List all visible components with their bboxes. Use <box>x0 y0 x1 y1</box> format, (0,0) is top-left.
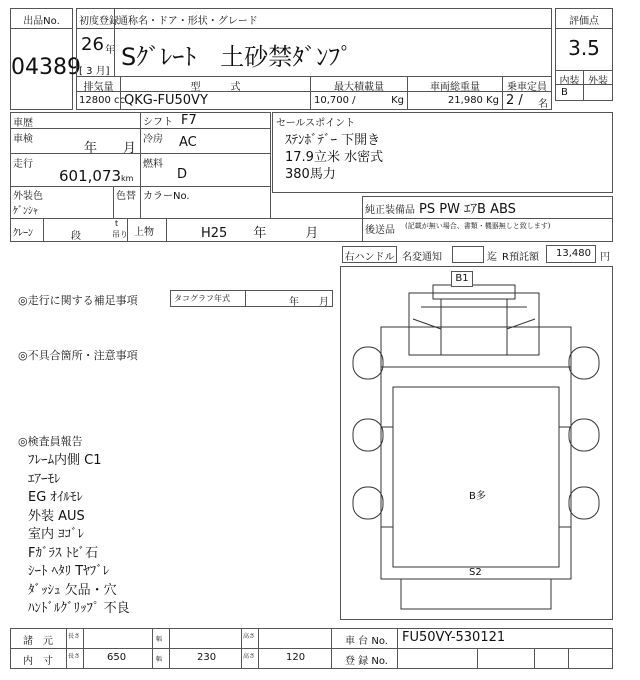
max-load-cell <box>310 91 408 110</box>
tachograph-box <box>170 290 333 307</box>
title-cell <box>114 28 552 77</box>
spec-label: 諸 元 <box>23 636 53 647</box>
width-label: 幅 <box>156 656 163 663</box>
later-items-cell <box>362 218 613 242</box>
fuel-cell <box>140 153 271 187</box>
handle: 右ハンドル <box>344 252 395 263</box>
crane-hang: 吊り <box>112 230 128 239</box>
crane-stage: 段 <box>71 231 81 242</box>
exterior-label-cell <box>583 70 613 85</box>
mileage: 601,073 <box>59 167 122 185</box>
first-reg-label: 初度登録 <box>79 16 119 27</box>
interior-cell <box>555 84 584 101</box>
score-label: 評価点 <box>569 16 599 27</box>
sales-label: セールスポイント <box>276 118 356 129</box>
name-change-box <box>452 246 484 263</box>
interior-label-cell <box>555 70 584 85</box>
defects-heading: ◎不具合箇所・注意事項 <box>18 349 138 362</box>
capacity-cell <box>502 91 552 110</box>
fuel: D <box>177 167 188 182</box>
color-no-label: カラーNo. <box>143 191 190 202</box>
ac: AC <box>179 135 197 150</box>
first-reg-cell <box>76 8 119 29</box>
sales-line: ｽﾃﾝﾎﾞﾃﾞｰ 下開き <box>285 133 381 148</box>
score-label-cell <box>555 8 613 29</box>
name-label-cell <box>114 8 552 29</box>
inspection-label: 車検 <box>13 134 33 145</box>
color-cell <box>10 186 114 219</box>
chassis-label: 車 台 No. <box>345 636 388 647</box>
inspection-cell <box>10 128 141 154</box>
tacho-label: タコグラフ年式 <box>174 294 230 303</box>
shift: F7 <box>181 113 197 128</box>
crane-ton: t <box>115 219 119 228</box>
interior-label: 内装 <box>559 76 580 87</box>
dimensions-table <box>10 628 613 669</box>
inspection: 年 月 <box>83 141 136 156</box>
chassis-number: FU50VY-530121 <box>402 630 506 645</box>
lot-label-cell <box>10 8 73 29</box>
inspector-report-line: 室内 ﾖｺﾞﾚ <box>28 527 85 542</box>
score: 3.5 <box>568 36 600 60</box>
max-load: 10,700 / <box>314 95 356 106</box>
ac-label: 冷房 <box>143 134 163 145</box>
inspector-report-line: ﾊﾝﾄﾞﾙｸﾞﾘｯﾌﾟ 不良 <box>28 601 130 616</box>
color-no-cell <box>140 186 271 219</box>
max-load-label: 最大積載量 <box>334 82 384 93</box>
score-cell <box>555 28 613 71</box>
driving-remarks-heading: ◎走行に関する補足事項 <box>18 294 138 307</box>
inspector-heading: ◎検査員報告 <box>18 435 83 448</box>
sales-line: 380馬力 <box>285 167 336 182</box>
inspector-report-line: EG ｵｲﾙﾓﾚ <box>28 490 83 505</box>
color-change-label: 色替 <box>116 191 136 202</box>
recycle-box <box>546 245 596 263</box>
max-load-unit: Kg <box>391 95 404 106</box>
exterior-label: 外装 <box>588 76 608 87</box>
lot-number: 04389 <box>11 55 81 80</box>
name-change-label: 名変通知 <box>402 252 442 263</box>
color: ｹﾞﾝｼｬ <box>13 206 38 217</box>
sales-line: 17.9立米 水密式 <box>285 150 384 165</box>
sales-point-box <box>272 112 613 193</box>
history-cell <box>10 112 141 129</box>
inspector-report-line: 外装 AUS <box>28 508 85 524</box>
inspector-report-line: ﾌﾚｰﾑ内側 C1 <box>28 453 102 468</box>
exterior-cell <box>583 84 613 101</box>
until-label: 迄 <box>487 252 497 263</box>
crane-row <box>10 218 363 242</box>
damage-mark <box>451 271 473 287</box>
year-cell <box>76 28 115 77</box>
damage-mark-label: B1 <box>455 273 469 284</box>
damage-mark: B多 <box>469 491 486 502</box>
body-date: H25 年 月 <box>201 226 319 241</box>
crane-label: ｸﾚｰﾝ <box>13 228 33 239</box>
max-load-label-cell <box>310 76 408 92</box>
displacement-label: 排気量 <box>83 82 114 93</box>
history-label: 車歴 <box>13 118 33 129</box>
ac-cell <box>140 128 271 154</box>
shift-label: シフト <box>143 117 173 128</box>
registration-label: 登 録 No. <box>345 656 388 667</box>
body-label: 上物 <box>134 227 154 238</box>
vehicle-title: Sｸﾞﾚｰﾄ 土砂禁ﾀﾞﾝﾌﾟ <box>121 43 353 71</box>
equipment: PS PW ｴｱB ABS <box>419 202 516 217</box>
width-label: 幅 <box>156 636 163 643</box>
body-label-cell <box>127 218 167 242</box>
height-label: 高さ <box>243 653 256 660</box>
inner-label: 内 寸 <box>23 656 53 667</box>
equipment-cell <box>362 196 613 219</box>
gross-label-cell <box>407 76 503 92</box>
later-label: 後送品 <box>365 225 395 236</box>
shift-cell <box>140 112 271 129</box>
inner-width: 230 <box>197 652 217 663</box>
yen-unit: 円 <box>600 252 610 263</box>
mileage-cell <box>10 153 141 187</box>
inspector-report-line: ﾀﾞｯｼｭ 欠品・穴 <box>28 582 117 598</box>
model-cell <box>120 91 311 110</box>
mileage-unit: km <box>121 174 134 183</box>
color-change-cell <box>113 186 141 219</box>
year: 26 <box>81 34 104 55</box>
color-label: 外装色 <box>13 191 43 202</box>
lot-number-cell <box>10 28 81 110</box>
vehicle-diagram <box>340 266 613 620</box>
inspector-report-line: Fｶﾞﾗｽ ﾄﾋﾞ石 <box>28 545 99 561</box>
gross-label: 車両総重量 <box>430 82 480 93</box>
recycle-fee: 13,480 <box>556 248 591 259</box>
year-unit: 年 <box>105 45 115 56</box>
model-label-cell <box>120 76 311 92</box>
displacement-label-cell <box>76 76 121 92</box>
lot-label: 出品No. <box>23 16 60 27</box>
damage-mark: S2 <box>469 567 482 578</box>
capacity-label-cell <box>502 76 552 92</box>
inspector-report-line: ｴｱｰﾓﾚ <box>28 471 61 487</box>
later-note: (記載が無い場合、書類・機器無しと致します) <box>405 222 551 230</box>
displacement-cell <box>76 91 125 110</box>
displacement: 12800 cc <box>79 95 125 106</box>
tacho-value: 年 月 <box>289 297 329 308</box>
interior-grade: B <box>561 87 568 98</box>
fuel-label: 燃料 <box>143 159 163 170</box>
inner-height: 120 <box>286 652 306 663</box>
inner-length: 650 <box>107 652 127 663</box>
mileage-label: 走行 <box>13 159 33 170</box>
model-label: 型 式 <box>190 82 241 93</box>
recycle-label: R預託額 <box>502 252 539 263</box>
model: QKG-FU50VY <box>124 93 208 108</box>
gross-weight: 21,980 Kg <box>447 95 499 106</box>
month: [ 3 月] <box>79 66 110 77</box>
capacity-label: 乗車定員 <box>507 82 547 93</box>
right-handle-badge <box>342 246 397 263</box>
length-label: 長さ <box>68 653 81 660</box>
length-label: 長さ <box>68 633 81 640</box>
height-label: 高さ <box>243 633 256 640</box>
capacity: 2 / <box>506 93 523 108</box>
name-label: 通称名・ドア・形状・グレード <box>118 16 258 27</box>
inspector-report-line: ｼｰﾄ ﾍﾀﾘ Tﾔﾌﾞﾚ <box>28 564 110 579</box>
gross-cell <box>407 91 503 110</box>
capacity-unit: 名 <box>538 99 548 110</box>
equipment-label: 純正装備品 <box>365 205 415 216</box>
